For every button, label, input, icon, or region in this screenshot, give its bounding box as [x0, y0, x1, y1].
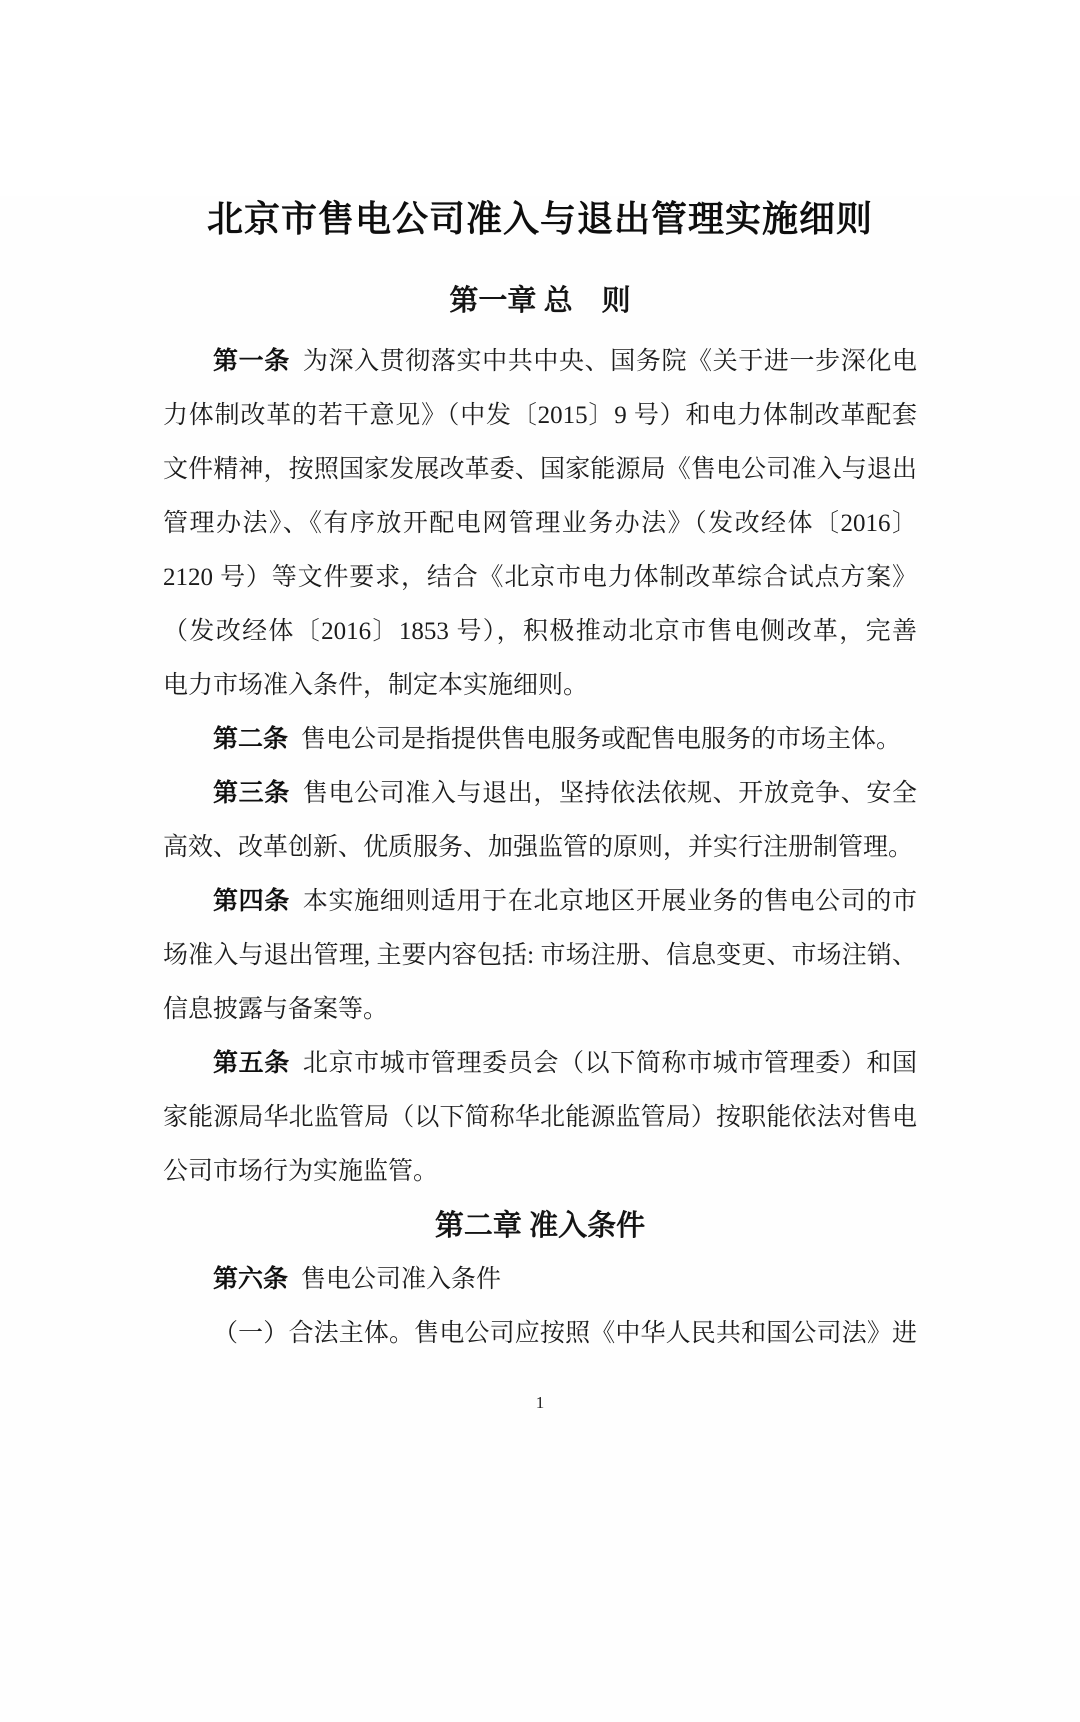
page-number: 1 [535, 1393, 545, 1412]
document-body [163, 335, 917, 1361]
article-3-line [163, 767, 917, 821]
article-6-number: 第六条 [213, 1266, 289, 1293]
chapter-2-heading: 第二章 准入条件 [434, 1210, 646, 1242]
article-3-number: 第三条 [213, 780, 290, 807]
document-page [0, 196, 1080, 1722]
chapter-1-heading: 第一章 总 则 [449, 285, 631, 317]
article-4-line [163, 875, 917, 929]
article-1-line: 文件精神，按照国家发展改革委、国家能源局《售电公司准入与退出 [163, 456, 917, 483]
article-1-text: 为深入贯彻落实中共中央、国务院《关于进一步深化电 [302, 348, 917, 375]
article-1-line: 电力市场准入条件，制定本实施细则。 [163, 672, 589, 699]
article-1-line: 管理办法》、《有序放开配电网管理业务办法》（发改经体〔2016〕 [163, 510, 917, 537]
article-2-number: 第二条 [213, 726, 289, 753]
article-1-line: 2120 号）等文件要求，结合《北京市电力体制改革综合试点方案》 [163, 564, 917, 591]
article-3-line: 高效、改革创新、优质服务、加强监管的原则，并实行注册制管理。 [163, 834, 914, 861]
article-5-line: 公司市场行为实施监管。 [163, 1158, 439, 1185]
article-2-line [163, 713, 917, 767]
article-1-line: （发改经体〔2016〕1853 号），积极推动北京市售电侧改革，完善 [163, 618, 917, 645]
article-4-line: 信息披露与备案等。 [163, 996, 389, 1023]
article-6-line [163, 1253, 917, 1307]
article-4-line: 场准入与退出管理, 主要内容包括: 市场注册、信息变更、市场注销、 [163, 942, 917, 969]
article-6-text: 售电公司准入条件 [301, 1266, 502, 1293]
article-3-text: 售电公司准入与退出，坚持依法依规、开放竞争、安全 [302, 780, 917, 807]
article-1-number: 第一条 [213, 348, 290, 375]
article-1-line: 力体制改革的若干意见》（中发〔2015〕9 号）和电力体制改革配套 [163, 402, 917, 429]
article-4-text: 本实施细则适用于在北京地区开展业务的售电公司的市 [302, 888, 917, 915]
article-5-line [163, 1037, 917, 1091]
document-title: 北京市售电公司准入与退出管理实施细则 [206, 198, 873, 239]
article-2-text: 售电公司是指提供售电服务或配售电服务的市场主体。 [301, 726, 902, 753]
article-5-number: 第五条 [213, 1050, 290, 1077]
article-1-line [163, 335, 917, 389]
clause-1-line: （一）合法主体。售电公司应按照《中华人民共和国公司法》进 [213, 1320, 917, 1347]
article-5-text: 北京市城市管理委员会（以下简称市城市管理委）和国 [302, 1050, 917, 1077]
article-5-line: 家能源局华北监管局（以下简称华北能源监管局）按职能依法对售电 [163, 1104, 917, 1131]
article-4-number: 第四条 [213, 888, 290, 915]
